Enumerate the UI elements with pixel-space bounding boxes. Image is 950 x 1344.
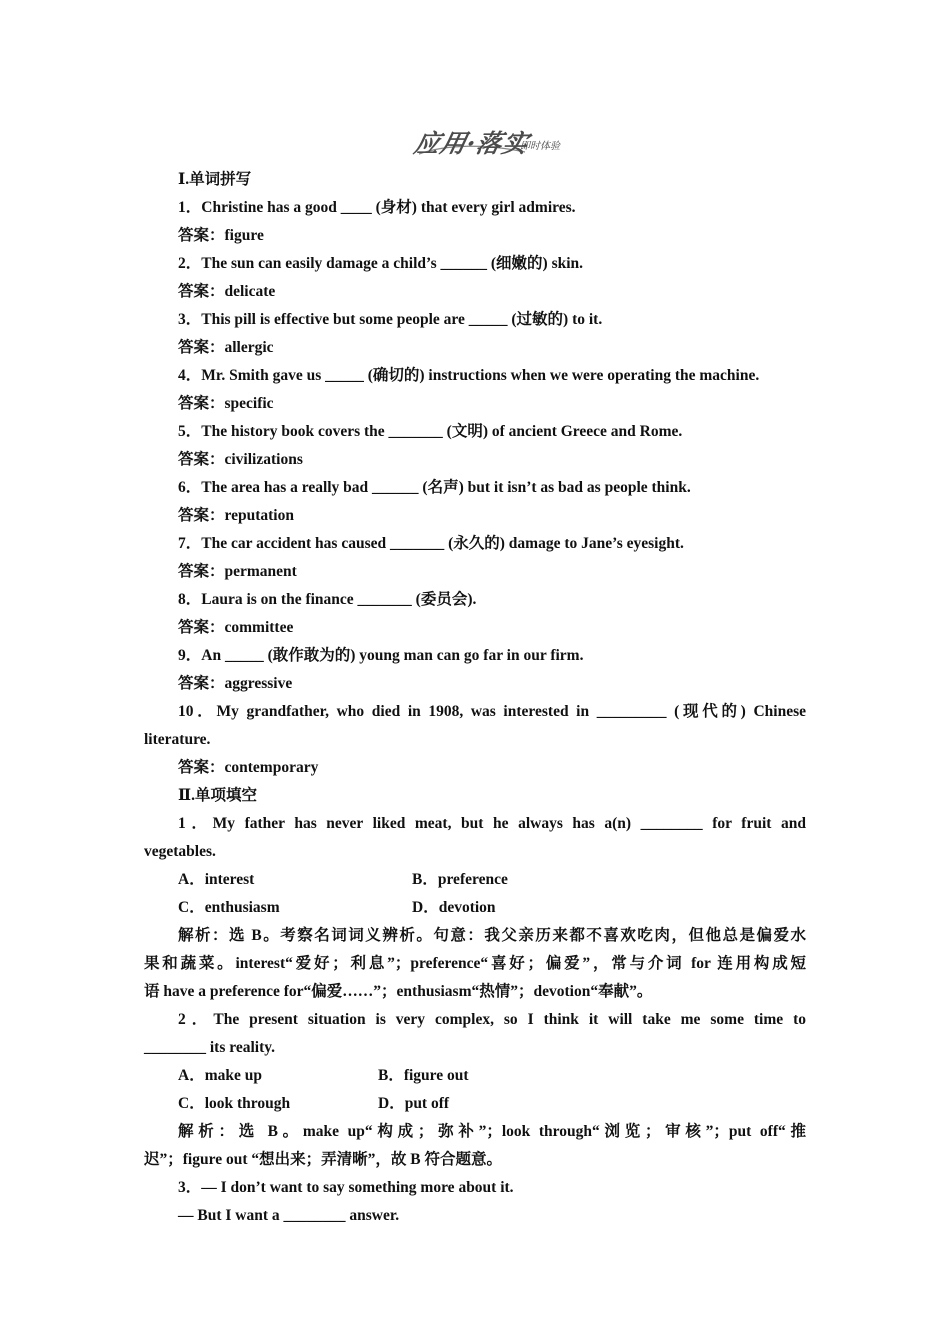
- mc-2-option-c: C．look through: [178, 1095, 291, 1112]
- answer-9: 答案：aggressive: [178, 675, 293, 692]
- question-6: 6．The area has a really bad ______ (名声) but it isn’t as bad as people think.: [178, 479, 691, 496]
- answer-1: 答案：figure: [178, 227, 264, 244]
- answer-3: 答案：allergic: [178, 339, 274, 356]
- mc-2-explanation-line-1: 解析：选 B。make up“构成；弥补”；look through“浏览；审核”；put off“推: [178, 1123, 806, 1140]
- answer-2: 答案：delicate: [178, 283, 276, 300]
- question-7: 7．The car accident has caused _______ (永久的) damage to Jane’s eyesight.: [178, 535, 684, 552]
- mc-question-3-line-2: — But I want a ________ answer.: [178, 1207, 400, 1224]
- question-2: 2．The sun can easily damage a child’s ______ (细嫩的) skin.: [178, 255, 584, 272]
- mc-question-3-line-1: 3．— I don’t want to say something more about it.: [178, 1179, 514, 1196]
- banner-title: 应用·落实: [411, 129, 532, 158]
- mc-2-explanation-line-2: 迟”；figure out “想出来；弄清晰”，故 B 符合题意。: [144, 1151, 502, 1168]
- mc-1-explanation-line-3: 语 have a preference for“偏爱……”；enthusiasm“热情”；devotion“奉献”。: [144, 983, 653, 1000]
- section-heading-spelling: Ⅰ.单词拼写: [178, 171, 252, 188]
- mc-2-option-b: B．figure out: [378, 1067, 469, 1084]
- answer-10: 答案：contemporary: [178, 759, 319, 776]
- mc-question-2-line-2: ________ its reality.: [144, 1039, 276, 1056]
- question-9: 9．An _____ (敢作敢为的) young man can go far in our firm.: [178, 647, 584, 664]
- mc-question-1-line-2: vegetables.: [144, 843, 216, 860]
- answer-6: 答案：reputation: [178, 507, 294, 524]
- answer-4: 答案：specific: [178, 395, 274, 412]
- mc-1-explanation-line-1: 解析：选 B。考察名词词义辨析。句意：我父亲历来都不喜欢吃肉，但他总是偏爱水: [178, 927, 806, 944]
- mc-1-option-c: C．enthusiasm: [178, 899, 280, 916]
- mc-question-1-line-1: 1．My father has never liked meat, but he always has a(n) ________ for fruit and: [178, 815, 806, 832]
- question-4: 4．Mr. Smith gave us _____ (确切的) instructions when we were operating the machine.: [178, 367, 760, 384]
- question-1: 1．Christine has a good ____ (身材) that every girl admires.: [178, 199, 576, 216]
- section-banner: [411, 124, 575, 158]
- answer-7: 答案：permanent: [178, 563, 297, 580]
- question-10-line-2: literature.: [144, 731, 211, 748]
- answer-5: 答案：civilizations: [178, 451, 303, 468]
- mc-1-option-a: A．interest: [178, 871, 255, 888]
- mc-question-2-line-1: 2．The present situation is very complex, so I think it will take me some time to: [178, 1011, 806, 1028]
- question-8: 8．Laura is on the finance _______ (委员会).: [178, 591, 477, 608]
- section-heading-multiple-choice: Ⅱ.单项填空: [178, 787, 257, 804]
- question-3: 3．This pill is effective but some people are _____ (过敏的) to it.: [178, 311, 603, 328]
- banner-subtitle: 即时体验: [520, 141, 560, 152]
- answer-8: 答案：committee: [178, 619, 294, 636]
- mc-1-option-d: D．devotion: [412, 899, 496, 916]
- question-10-line-1: 10．My grandfather, who died in 1908, was interested in _________ (现代的) Chinese: [178, 703, 806, 720]
- mc-1-explanation-line-2: 果和蔬菜。interest“爱好；利息”；preference“喜好；偏爱”，常与介词 for 连用构成短: [144, 955, 806, 972]
- mc-2-option-d: D．put off: [378, 1095, 450, 1112]
- mc-1-option-b: B．preference: [412, 871, 508, 888]
- mc-2-option-a: A．make up: [178, 1067, 262, 1084]
- question-5: 5．The history book covers the _______ (文明) of ancient Greece and Rome.: [178, 423, 683, 440]
